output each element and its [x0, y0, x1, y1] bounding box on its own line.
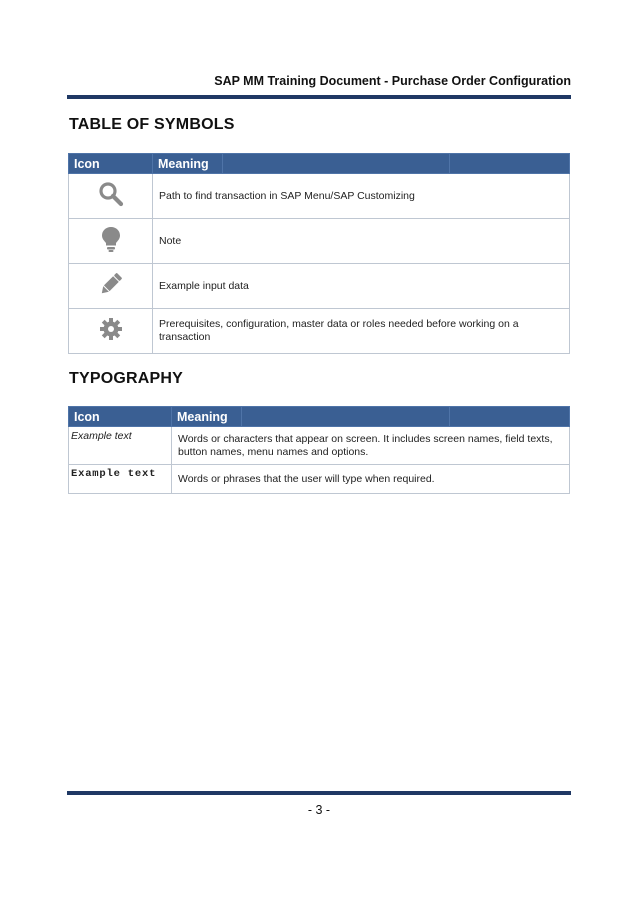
- table-row: [69, 427, 570, 465]
- symbol-meaning: Path to find transaction in SAP Menu/SAP Customizing: [153, 174, 570, 219]
- typography-meaning: Words or characters that appear on screen. It includes screen names, field texts, button names, menu names and options.: [172, 427, 570, 465]
- typography-table: [68, 406, 570, 494]
- typography-meaning: Words or phrases that the user will type when required.: [172, 465, 570, 494]
- gear-icon: [99, 317, 123, 341]
- typography-col-icon: Icon: [69, 407, 172, 427]
- pencil-icon: [98, 271, 124, 297]
- document-header-title: SAP MM Training Document - Purchase Order Configuration: [214, 74, 571, 88]
- header-rule: [67, 95, 571, 99]
- table-row: [69, 264, 570, 309]
- magnifier-icon: [98, 181, 124, 207]
- symbols-table-header: [69, 154, 570, 174]
- table-row: [69, 174, 570, 219]
- table-row: [69, 219, 570, 264]
- footer-rule: [67, 791, 571, 795]
- lightbulb-icon: [101, 226, 121, 252]
- symbols-section-title: TABLE OF SYMBOLS: [69, 116, 235, 133]
- typography-section-title: TYPOGRAPHY: [69, 370, 184, 387]
- symbol-meaning: Note: [153, 219, 570, 264]
- symbol-meaning: Prerequisites, configuration, master data or roles needed before working on a transaction: [153, 309, 570, 354]
- symbol-meaning: Example input data: [153, 264, 570, 309]
- symbols-table: [68, 153, 570, 354]
- symbols-col-icon: Icon: [69, 154, 153, 174]
- typography-col-meaning: Meaning: [172, 407, 242, 427]
- table-row: [69, 309, 570, 354]
- symbols-col-meaning: Meaning: [153, 154, 223, 174]
- page-number: - 3 -: [307, 803, 331, 817]
- typography-table-header: [69, 407, 570, 427]
- typography-example-italic: Example text: [69, 427, 172, 465]
- table-row: [69, 465, 570, 494]
- typography-example-mono: Example text: [69, 465, 172, 494]
